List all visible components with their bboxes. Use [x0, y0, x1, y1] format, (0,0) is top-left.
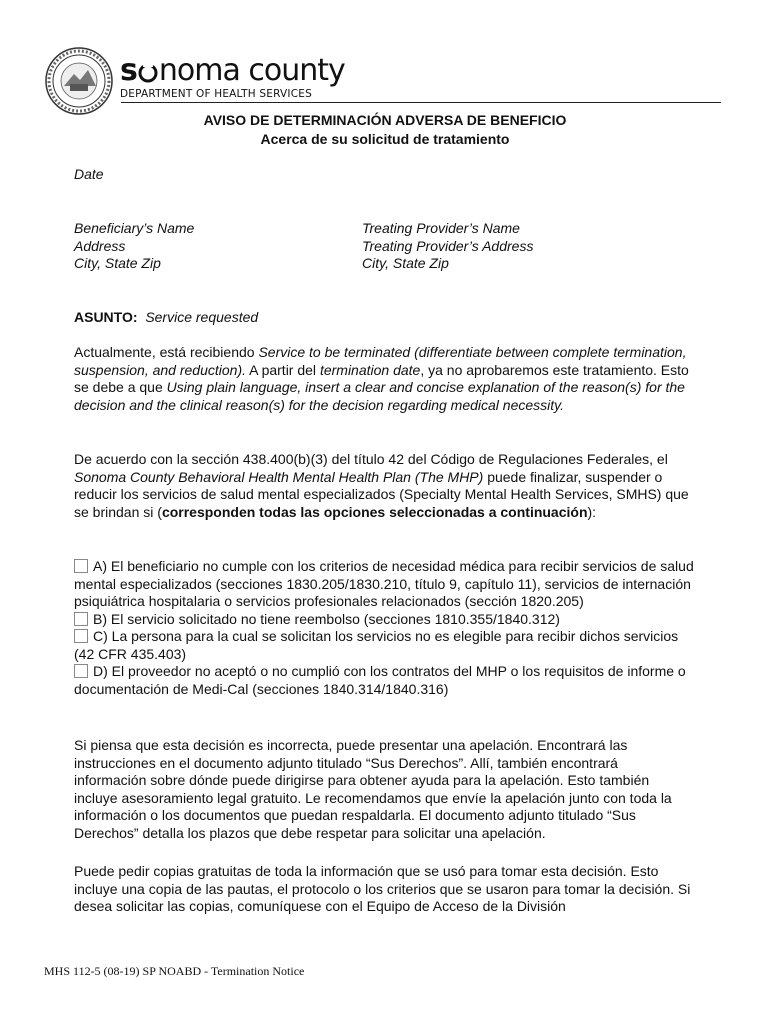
p2-text-e: ):: [587, 503, 597, 520]
brand-s: s: [120, 53, 137, 88]
subject-value: Service requested: [145, 309, 259, 325]
provider-city: City, State Zip: [362, 255, 449, 271]
option-d: [74, 663, 694, 698]
paragraph-copies: Puede pedir copias gratuitas de toda la información que se usó para tomar esta decisión. Esto incluye una copia de las pautas, el protocolo o los criterios que se usaron para tomar la decisión. Si desea solicitar las copias, comuníquese con el Equipo de Acceso de la División: [74, 863, 691, 914]
provider-address: Treating Provider’s Address: [362, 237, 534, 254]
paragraph-appeal: Si piensa que esta decisión es incorrecta, puede presentar una apelación. Encontrará las instrucciones en el documento adjunto titulado “Sus Derechos”. Allí, también encontrará información sobre dónde puede dirigirse para obtener ayuda para la apelación. Esto también incluye asesoramiento legal gratuito. Le recomendamos que envíe la apelación junto con toda la información o los documentos que puedan respaldarla. El documento adjunto titulado “Sus Derechos” detalla los plazos que debe respetar para solicitar una apelación.: [74, 737, 672, 841]
form-footer: MHS 112-5 (08-19) SP NOABD - Termination Notice: [44, 964, 305, 978]
subject-label: ASUNTO:: [74, 309, 138, 325]
paragraph-regulation: [74, 451, 694, 521]
p2-bold-note: corresponden todas las opciones seleccionadas a continuación: [161, 503, 588, 520]
document-title: AVISO DE DETERMINACIÓN ADVERSA DE BENEFICIO: [203, 112, 567, 128]
p1-text-a: Actualmente, está recibiendo: [74, 344, 259, 360]
option-b: [74, 611, 694, 629]
checkbox-b[interactable]: [74, 612, 88, 626]
p1-service: Service to be terminated (differentiate between complete termination, suspension, and reduction).: [74, 344, 687, 378]
checkbox-a[interactable]: [74, 559, 88, 573]
sun-swoosh-icon: [137, 61, 159, 83]
beneficiary-address: Address: [74, 237, 126, 254]
document-subtitle: Acerca de su solicitud de tratamiento: [260, 131, 510, 147]
p2-plan-name: Sonoma County Behavioral Health Mental Health Plan (The MHP): [74, 468, 484, 485]
p1-reason: Using plain language, insert a clear and concise explanation of the reason(s) for the decision and the clinical reason(s) for the decision regarding medical necessity.: [74, 379, 685, 413]
p1-date: termination date: [319, 361, 421, 378]
provider-name: Treating Provider’s Name: [362, 220, 520, 236]
brand-rest: noma county: [158, 53, 345, 88]
county-seal-icon: [44, 46, 114, 116]
header-divider: [121, 102, 721, 103]
option-a-text: A) El beneficiario no cumple con los criterios de necesidad médica para recibir servicios de salud mental especializados (secciones 1830.205/1830.210, título 9, capítulo 11), servicios de internación psiquiátrica hospitalaria o servicios profesionales relacionados (sección 1820.205): [74, 558, 694, 609]
beneficiary-name: Beneficiary’s Name: [74, 220, 195, 236]
option-c-text: C) La persona para la cual se solicitan los servicios no es elegible para recibir dichos servicios (42 CFR 435.403): [74, 628, 679, 662]
p1-text-e: , ya no aprobaremos este tratamiento. Esto se debe a que: [74, 361, 689, 395]
p2-text-c: puede finalizar, suspender o reducir los servicios de salud mental especializados (Specialty Mental Health Services, SMHS) que se brindan si (: [74, 468, 689, 520]
option-a: [74, 558, 694, 611]
p1-text-c: A partir del: [246, 361, 320, 378]
brand-name: [120, 54, 345, 88]
option-d-text: D) El proveedor no aceptó o no cumplió con los contratos del MHP o los requisitos de informe o documentación de Medi-Cal (secciones 1840.314/1840.316): [74, 663, 686, 697]
beneficiary-city: City, State Zip: [74, 255, 161, 271]
options-list: [74, 558, 694, 698]
option-b-text: B) El servicio solicitado no tiene reembolso (secciones 1810.355/1840.312): [93, 610, 560, 627]
department-name: DEPARTMENT OF HEALTH SERVICES: [120, 88, 312, 100]
paragraph-current-service: [74, 344, 694, 414]
sonoma-county-logo: [120, 54, 345, 100]
provider-block: [362, 220, 682, 273]
checkbox-d[interactable]: [74, 664, 88, 678]
option-c: [74, 628, 694, 663]
p2-text-a: De acuerdo con la sección 438.400(b)(3) del título 42 del Código de Regulaciones Federales, el: [74, 451, 668, 467]
beneficiary-block: [74, 220, 354, 273]
checkbox-c[interactable]: [74, 629, 88, 643]
subject-line: [74, 309, 694, 327]
date-field: Date: [74, 166, 104, 182]
